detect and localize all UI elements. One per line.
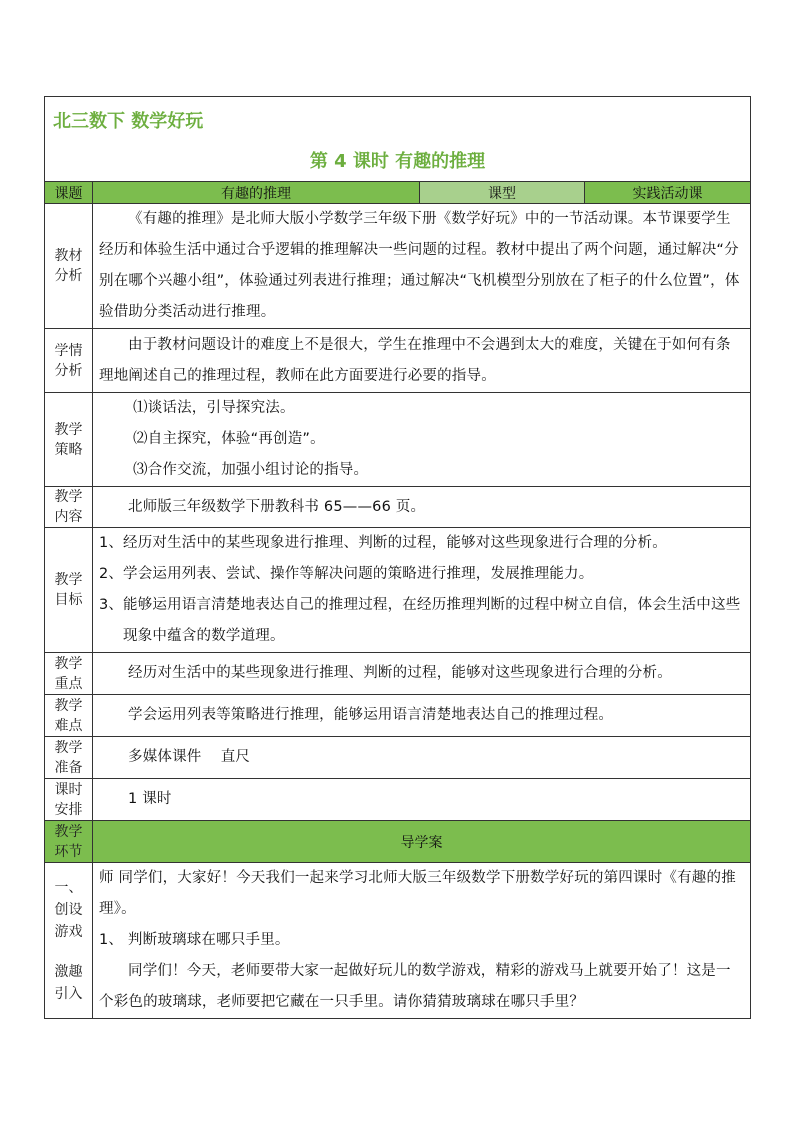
goal-text: 学会运用列表、尝试、操作等解决问题的策略进行推理，发展推理能力。 [123,566,594,582]
stage-header-cell [93,821,751,863]
goal-number: 1、 [99,535,124,551]
key-point-cell [93,653,751,695]
material-analysis-cell [93,204,751,329]
goal-item [93,528,750,559]
strategy-item: ⑵自主探究，体验“再创造”。 [133,431,325,447]
difficulty-label: 教学 难点 [45,695,93,737]
topic-value-cell: 有趣的推理 [93,182,420,204]
strategy-item: ⑴谈话法，引导探究法。 [133,400,295,416]
part1-cell [93,863,751,1019]
goal-text: 经历对生活中的某些现象进行推理、判断的过程，能够对这些现象进行合理的分析。 [123,535,667,551]
key-point-label: 教学 重点 [45,653,93,695]
part1-step: 1、 判断玻璃球在哪只手里。 [99,932,290,948]
content-label: 教学 内容 [45,487,93,528]
student-analysis-label: 学情 分析 [45,329,93,393]
stage-label: 教学 环节 [45,821,93,863]
student-analysis-cell [93,329,751,393]
preparation-label: 教学 准备 [45,737,93,779]
student-analysis-text: 由于教材问题设计的难度上不是很大，学生在推理中不会遇到太大的难度，关键在于如何有条理地阐述自己的推理过程，教师在此方面要进行必要的指导。 [99,336,731,384]
goal-number: 2、 [99,566,124,582]
guide-plan-heading: 导学案 [400,834,443,851]
part1-paragraph: 同学们！今天，老师要带大家一起做好玩儿的数学游戏，精彩的游戏马上就要开始了！这是一个彩色的玻璃球，老师要把它藏在一只手里。请你猜猜玻璃球在哪只手里？ [99,963,731,1010]
preparation-cell [93,737,751,779]
header-cell [45,97,751,182]
goal-number: 3、 [99,597,124,613]
type-label-cell: 课型 [420,182,585,204]
topic-label-cell: 课题 [45,182,93,204]
preparation-text: 多媒体课件 直尺 [128,749,251,765]
lesson-plan-table [44,96,751,1019]
goal-item [93,559,750,590]
content-cell [93,487,751,528]
difficulty-text: 学会运用列表等策略进行推理，能够运用语言清楚地表达自己的推理过程。 [128,707,614,723]
type-value-cell: 实践活动课 [585,182,751,204]
material-analysis-label: 教材 分析 [45,204,93,329]
part1-label: 一、 创设 游戏 激趣 引入 [45,863,93,1019]
part1-paragraph: 师 同学们，大家好！今天我们一起来学习北师大版三年级数学下册数学好玩的第四课时《有趣的推理》。 [99,870,736,917]
lesson-title: 第 4 课时 有趣的推理 [309,151,486,172]
goal-text: 能够运用语言清楚地表达自己的推理过程，在经历推理判断的过程中树立自信，体会生活中这些现象中蕴含的数学道理。 [123,597,741,644]
strategy-label: 教学 策略 [45,393,93,487]
schedule-label: 课时 安排 [45,779,93,821]
difficulty-cell [93,695,751,737]
strategy-cell [93,393,751,487]
content-text: 北师版三年级数学下册教科书 65——66 页。 [128,498,426,515]
schedule-cell [93,779,751,821]
lesson-plan-document [44,96,750,1019]
goals-cell [93,528,751,653]
goals-label: 教学 目标 [45,528,93,653]
document-title: 北三数下 数学好玩 [53,111,204,132]
goal-item [93,590,750,652]
material-analysis-text: 《有趣的推理》是北师大版小学数学三年级下册《数学好玩》中的一节活动课。本节课要学生经历和体验生活中通过合乎逻辑的推理解决一些问题的过程。教材中提出了两个问题，通过解决“分别在哪个兴趣小组”，体验通过列表进行推理；通过解决“飞机模型分别放在了柜子的什么位置”，体验借助分类活动进行推理。 [99,211,740,320]
key-point-text: 经历对生活中的某些现象进行推理、判断的过程，能够对这些现象进行合理的分析。 [128,665,672,681]
strategy-item: ⑶合作交流，加强小组讨论的指导。 [133,462,369,478]
schedule-text: 1 课时 [128,791,172,807]
